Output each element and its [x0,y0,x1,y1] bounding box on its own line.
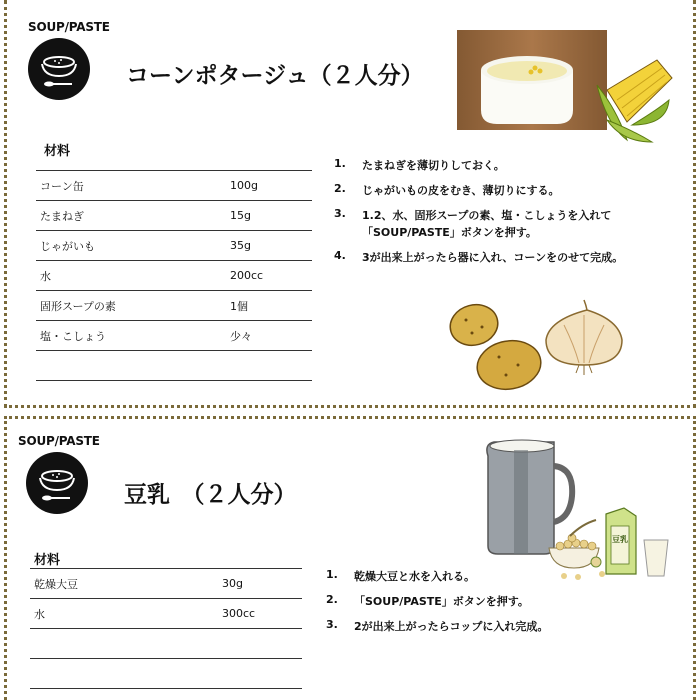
step-number: 2. [326,593,338,606]
ingredient-row [36,321,312,351]
ingredient-amount [222,629,302,659]
potato-icon [473,336,544,394]
ingredient-row [36,201,312,231]
ingredient-name: たまねぎ [36,201,230,231]
ingredient-name: コーン缶 [36,171,230,201]
step-text: 1.2、水、固形スープの素、塩・こしょうを入れて [362,209,612,222]
ingredient-row [36,291,312,321]
step-text: 「SOUP/PASTE」ボタンを押す。 [362,226,537,239]
category-label: SOUP/PASTE [28,20,110,34]
soy-milk-carton-icon [606,508,636,574]
ingredient-row [36,171,312,201]
ingredient-row [30,629,302,659]
ingredient-name: 塩・こしょう [36,321,230,351]
ingredient-amount: 200cc [230,261,312,291]
step-text: たまねぎを薄切りしておく。 [362,159,505,172]
ingredient-amount: 300cc [222,599,302,629]
onion-icon [546,300,622,375]
ingredient-row [30,659,302,689]
soup-bowl-icon [28,38,90,100]
ingredient-row [36,231,312,261]
soup-bowl-icon [26,452,88,514]
potato-icon [446,299,503,350]
ingredient-amount: 100g [230,171,312,201]
ingredient-name: 固形スープの素 [36,291,230,321]
milk-pitcher-icon [487,440,572,554]
ingredient-amount: 少々 [230,321,312,351]
step-number: 4. [334,249,346,262]
ingredient-name: 水 [36,261,230,291]
ingredient-row [36,261,312,291]
soy-milk-illustration [474,436,684,581]
step-number: 2. [334,182,346,195]
step-number: 3. [326,618,338,631]
ingredient-amount [230,351,312,381]
ingredient-amount [222,659,302,689]
recipe-card-corn-potage [4,0,696,408]
category-label: SOUP/PASTE [18,434,100,448]
step-number: 1. [326,568,338,581]
ingredient-amount: 30g [222,569,302,599]
ingredient-row [30,569,302,599]
recipe-card-soy-milk [4,416,696,700]
step-item [334,249,684,266]
step-number: 3. [334,207,346,220]
step-item [326,618,676,635]
step-item [326,568,676,585]
svg-text:豆乳: 豆乳 [612,535,628,544]
step-text: 乾燥大豆と水を入れる。 [354,570,475,583]
step-text: 2が出来上がったらコップに入れ完成。 [354,620,549,633]
step-item [334,207,684,241]
ingredient-name: じゃがいも [36,231,230,261]
corn-soup-photo [457,30,677,145]
step-item [334,182,684,199]
ingredient-name: 乾燥大豆 [30,569,222,599]
recipe-title: 豆乳 （２人分） [124,482,297,508]
ingredient-name [30,629,222,659]
ingredients-table [36,170,312,381]
step-item [326,593,676,610]
ingredient-amount: 15g [230,201,312,231]
potatoes-onion-illustration [444,295,664,395]
ingredient-name: 水 [30,599,222,629]
ingredient-row [30,599,302,629]
step-text: じゃがいもの皮をむき、薄切りにする。 [362,184,560,197]
materials-title: 材料 [34,553,61,568]
ingredient-row [36,351,312,381]
ingredient-amount: 35g [230,231,312,261]
recipe-title: コーンポタージュ（２人分） [126,63,424,89]
ingredient-name [30,659,222,689]
steps-list [334,157,684,274]
step-number: 1. [334,157,346,170]
ingredient-name [36,351,230,381]
step-text: 3が出来上がったら器に入れ、コーンをのせて完成。 [362,251,624,264]
steps-list [326,568,676,643]
step-text: 「SOUP/PASTE」ボタンを押す。 [354,595,529,608]
ingredients-table [30,568,302,689]
materials-title: 材料 [44,144,71,159]
ingredient-amount: 1個 [230,291,312,321]
step-item [334,157,684,174]
corn-icon [597,60,672,142]
